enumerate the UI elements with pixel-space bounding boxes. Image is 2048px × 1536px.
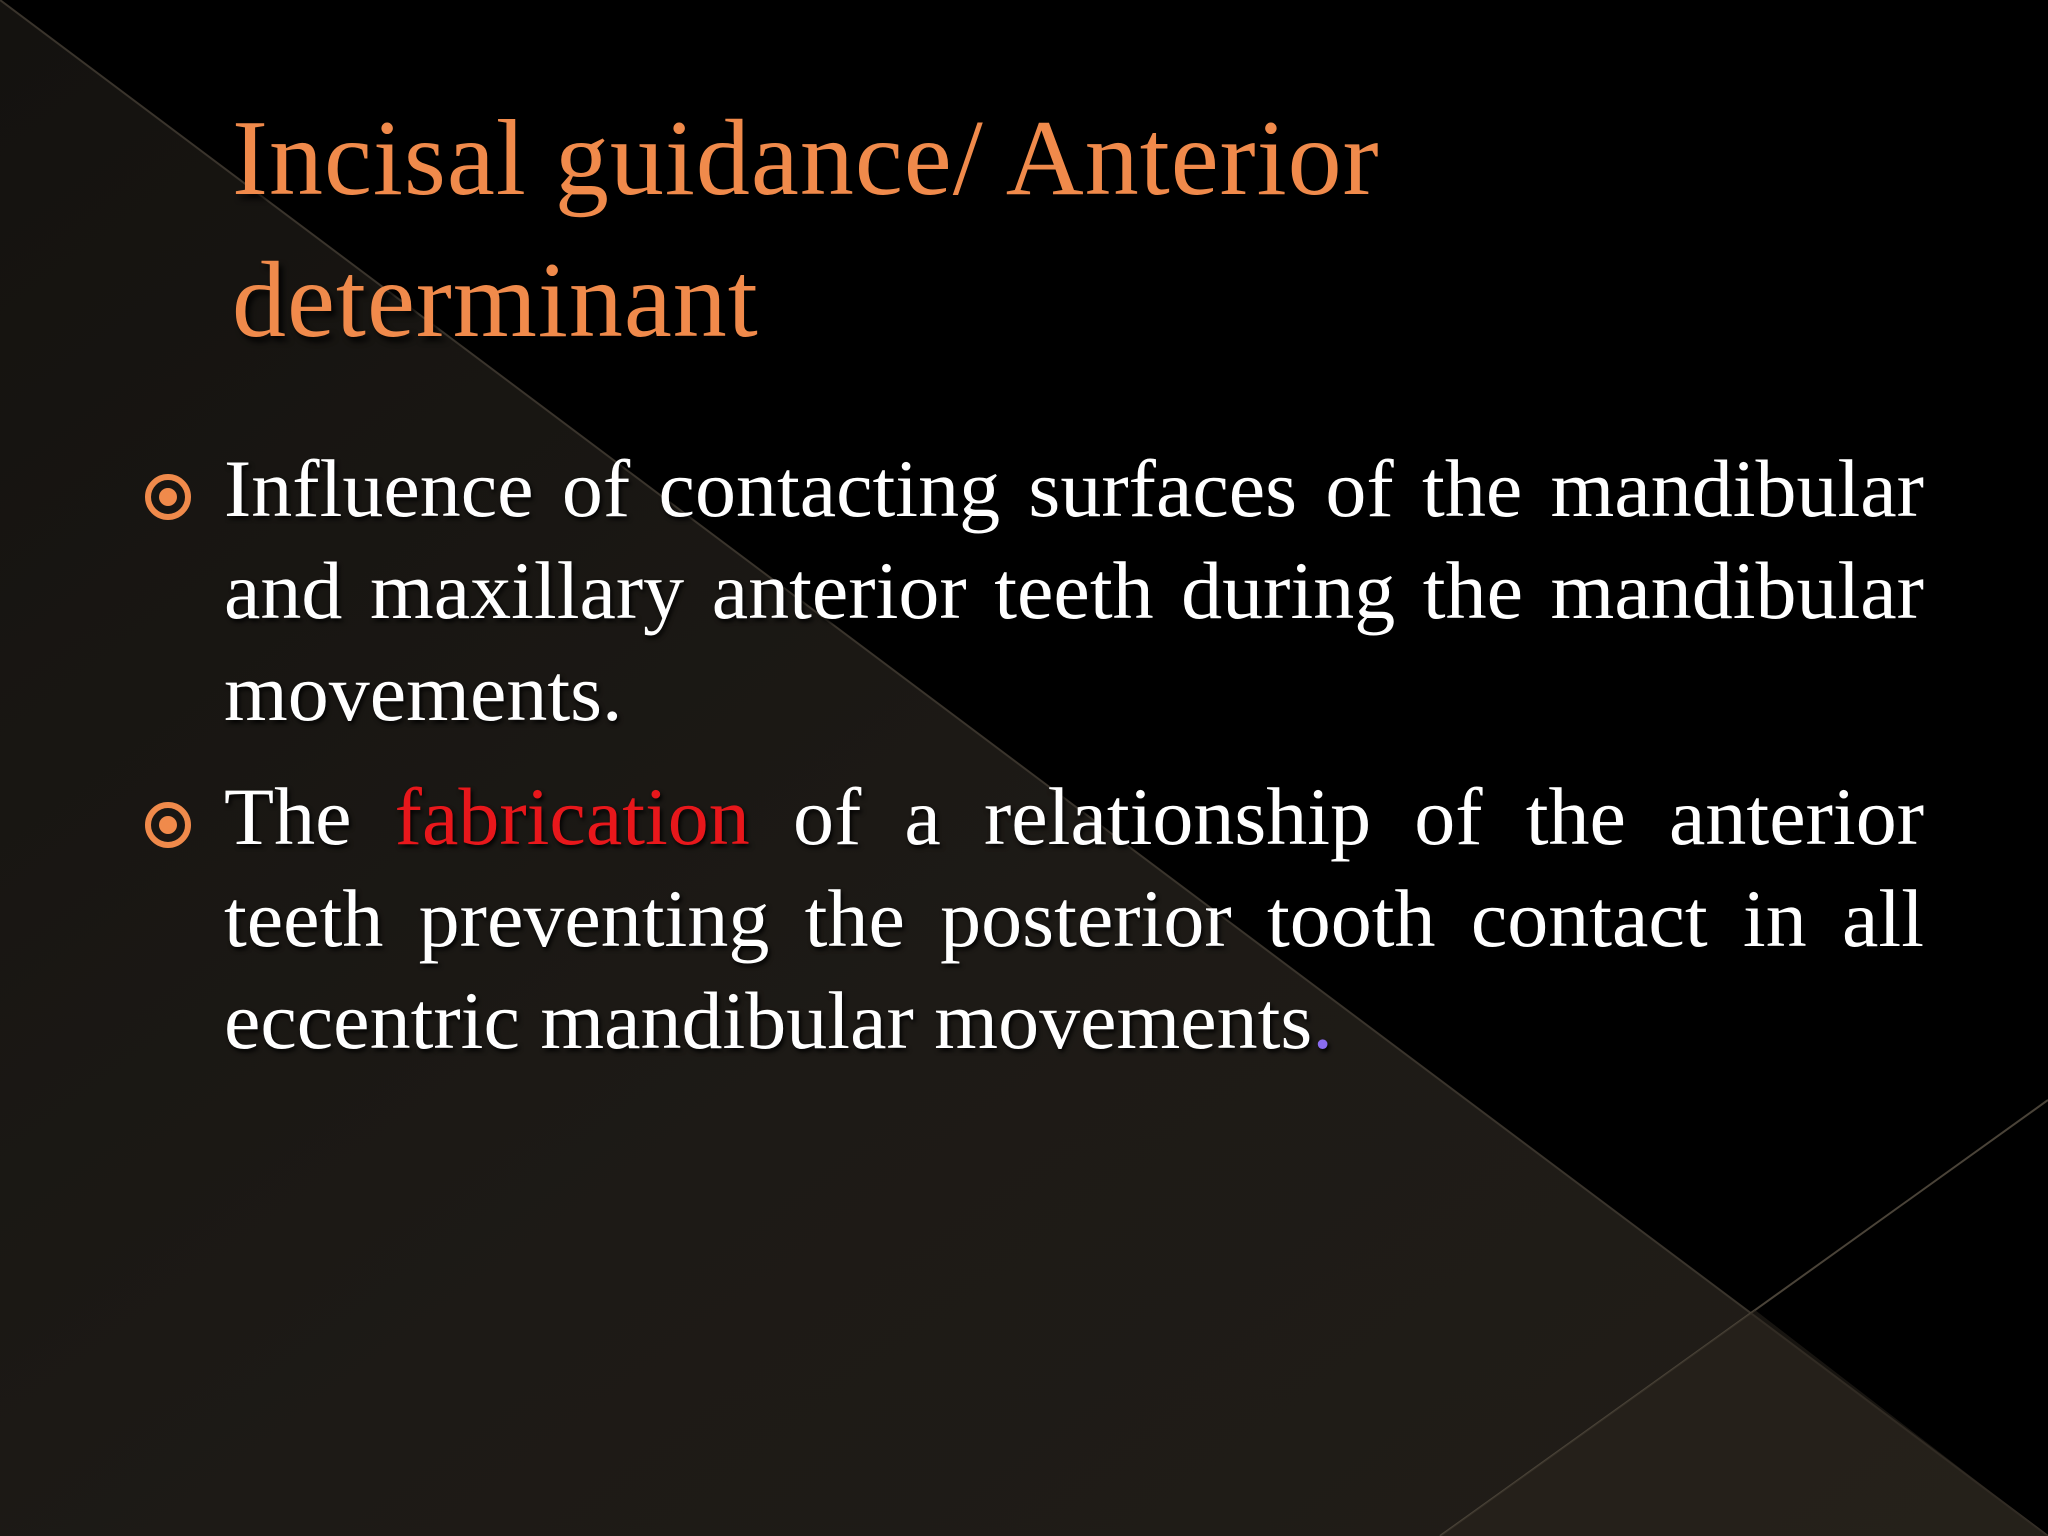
bullet-text-rest: of a relationship of the anterior teeth preventing the posterior tooth contact in all eccentric mandibular movements [224,771,1925,1066]
bullet-text [224,766,1924,1072]
bullet-item [0,438,2048,744]
slide-title [232,88,1932,372]
bullet-text-start: The [224,771,395,862]
circle-dot-icon [142,471,194,523]
bullet-text: Influence of contacting surfaces of the mandibular and maxillary anterior teeth during the mandibular movements. [224,443,1924,738]
title-line-2: determinant [232,241,759,360]
bullet-item [0,766,2048,1072]
end-period: . [1312,975,1333,1066]
highlighted-word: fabrication [394,771,750,862]
circle-dot-icon [142,799,194,851]
bullet-list [0,438,2048,1094]
title-line-1: Incisal guidance/ Anterior [232,99,1380,218]
